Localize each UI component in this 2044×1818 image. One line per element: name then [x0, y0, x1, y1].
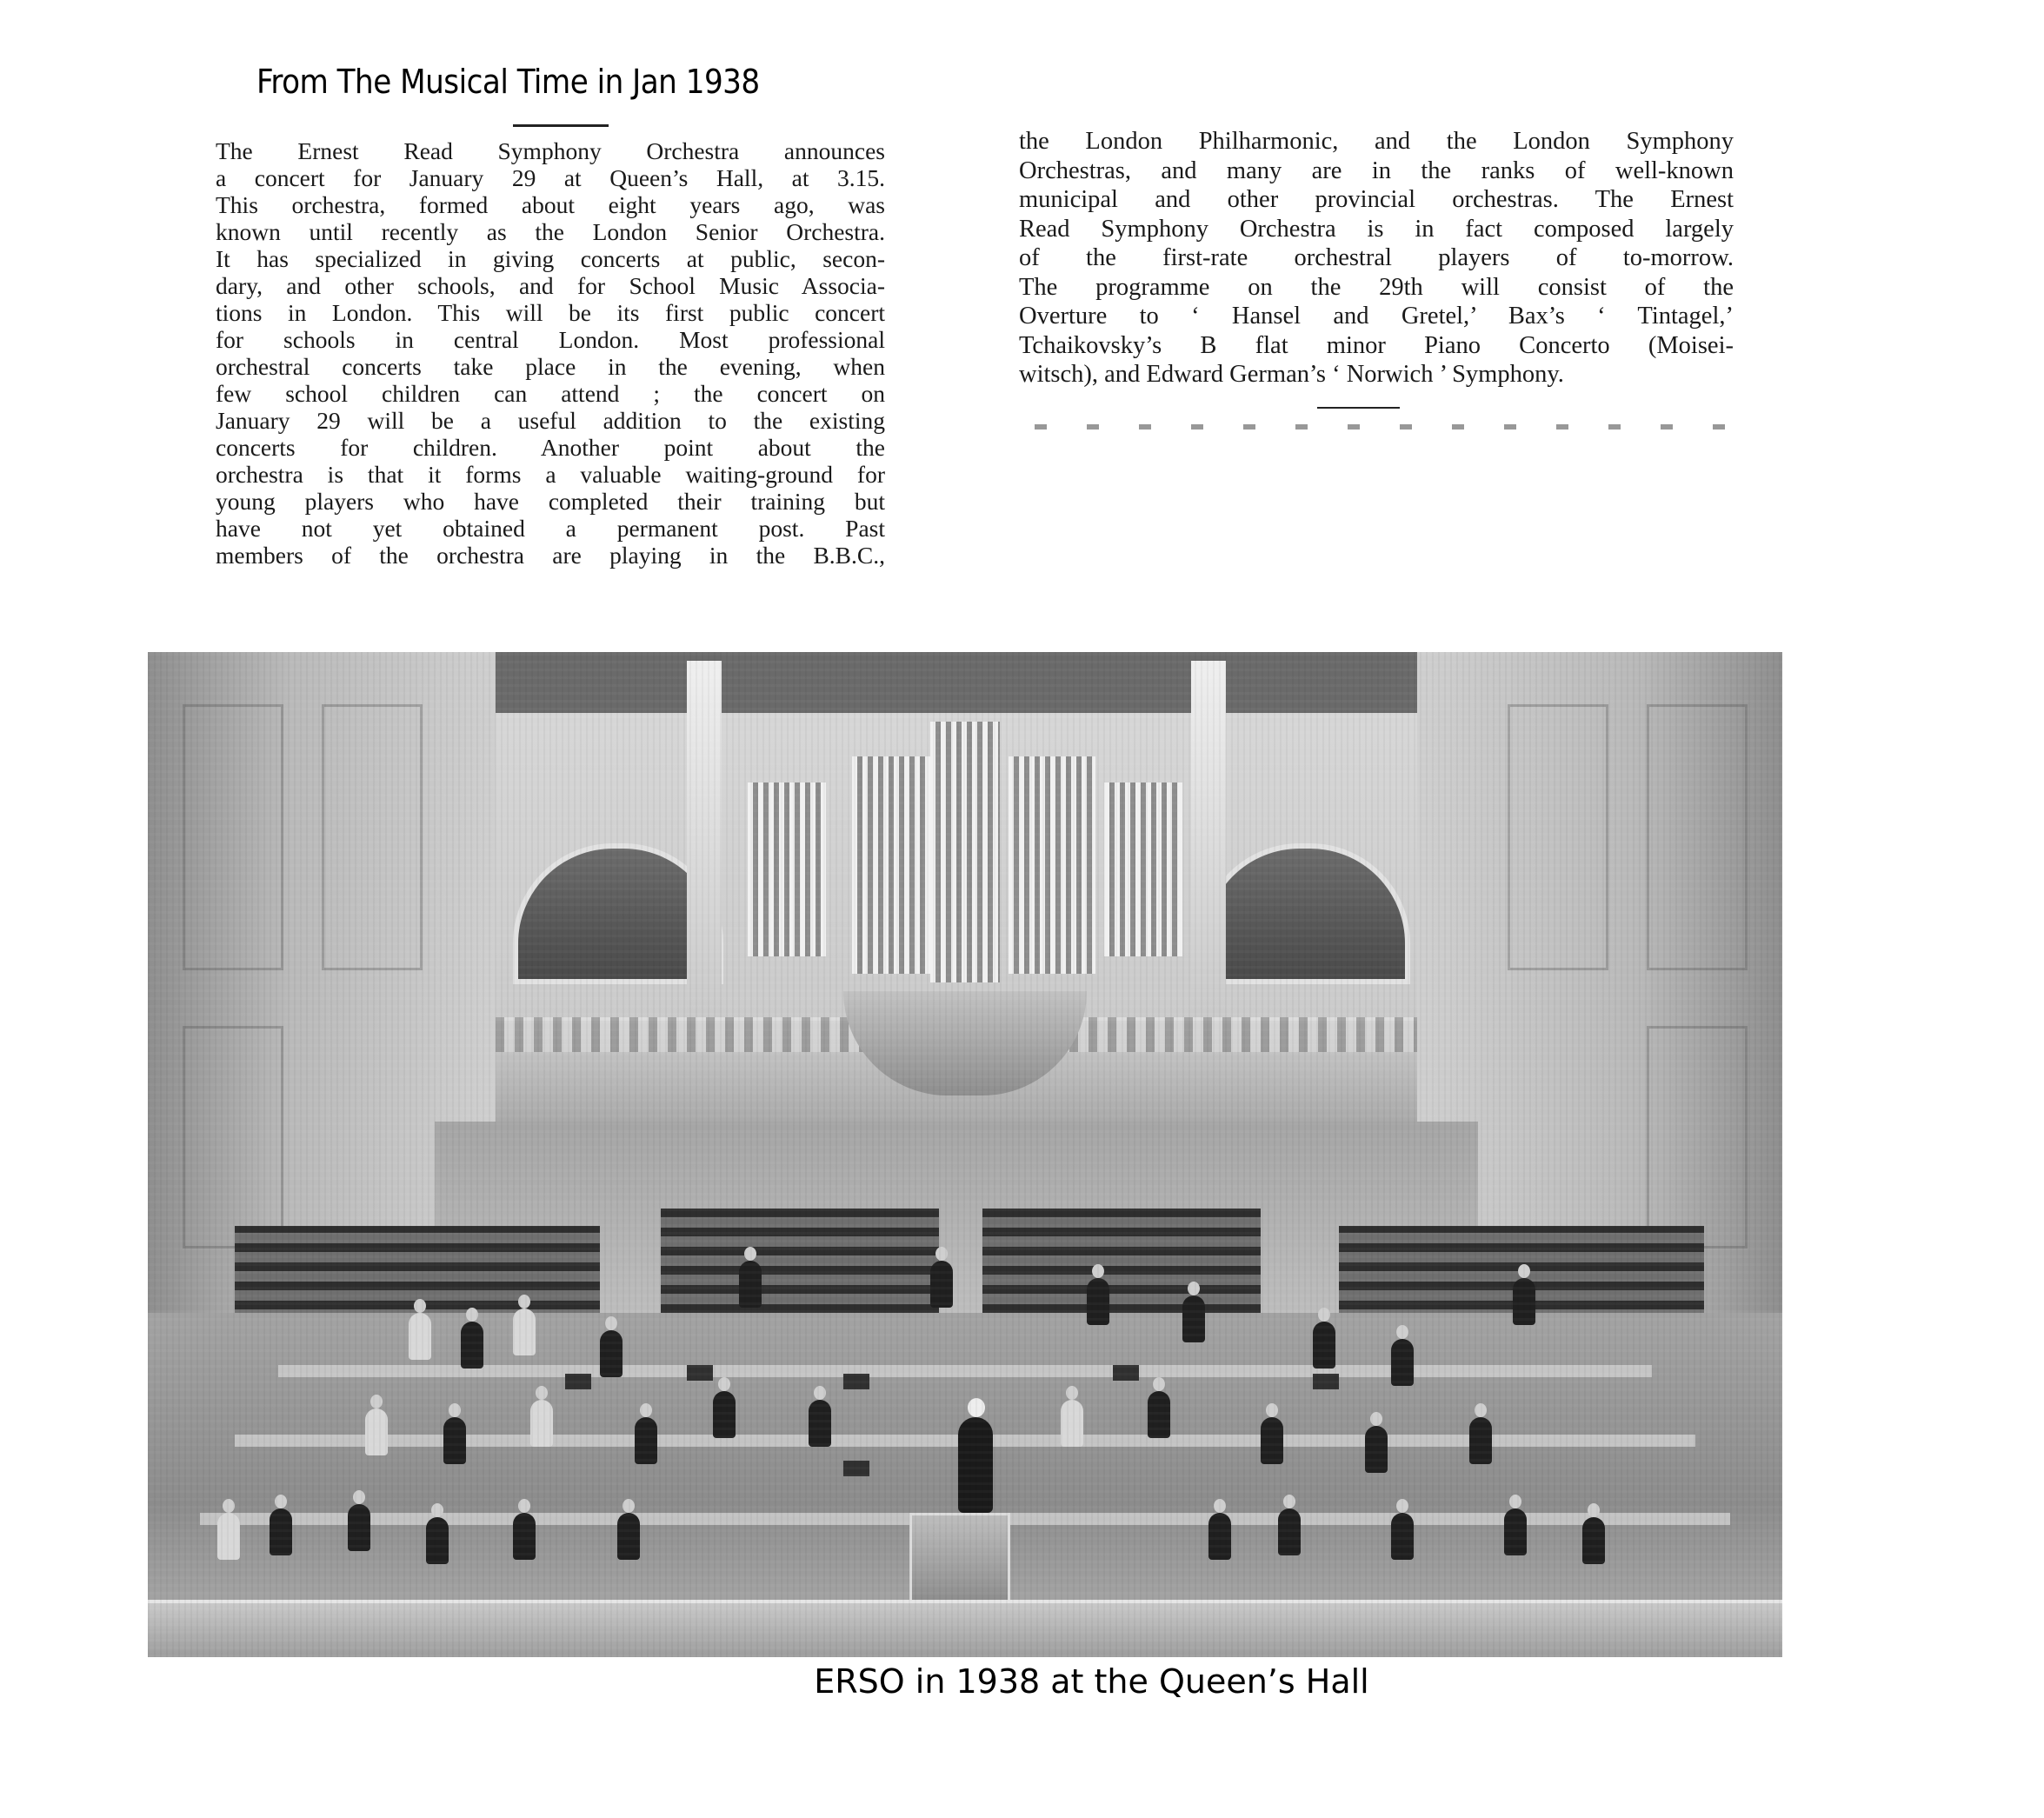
- article-line: orchestral concerts take place in the evening, when: [216, 353, 885, 380]
- article-line: known until recently as the London Senior Orchestra.: [216, 218, 885, 245]
- article-right-column: [1019, 127, 1734, 390]
- article-line: Overture to ‘ Hansel and Gretel,’ Bax’s ‘ Tintagel,’: [1019, 303, 1734, 330]
- article-line: witsch), and Edward German’s ‘ Norwich ’ Symphony.: [1019, 361, 1564, 388]
- article-line: It has specialized in giving concerts at public, secon-: [216, 245, 885, 272]
- article-line: a concert for January 29 at Queen’s Hall, at 3.15.: [216, 164, 885, 191]
- article-line: Tchaikovsky’s B flat minor Piano Concerto (Moisei-: [1019, 331, 1734, 359]
- article-line: members of the orchestra are playing in the B.B.C.,: [216, 542, 885, 569]
- article-line: of the first-rate orchestral players of to-morrow.: [1019, 244, 1734, 271]
- article-line: concerts for children. Another point about the: [216, 434, 885, 461]
- article-line: The Ernest Read Symphony Orchestra announces: [216, 137, 885, 164]
- article-line: young players who have completed their training but: [216, 488, 885, 515]
- article-line: This orchestra, formed about eight years ago, was: [216, 191, 885, 218]
- article-line: Orchestras, and many are in the ranks of well-known: [1019, 156, 1734, 184]
- article-line: dary, and other schools, and for School Music Associa-: [216, 272, 885, 299]
- article-line: municipal and other provincial orchestras. The Ernest: [1019, 186, 1734, 213]
- photo-grain: [148, 652, 1782, 1657]
- article-line: the London Philharmonic, and the London Symphony: [1019, 128, 1734, 155]
- article-line: Read Symphony Orchestra is in fact composed largely: [1019, 215, 1734, 243]
- article-left-column: [216, 137, 885, 569]
- article-end-rule: [1317, 407, 1400, 409]
- page-heading: From The Musical Time in Jan 1938: [256, 63, 760, 101]
- article-line: The programme on the 29th will consist of the: [1019, 273, 1734, 301]
- article-line: have not yet obtained a permanent post. Past: [216, 515, 885, 542]
- orchestra-photo: [148, 652, 1782, 1657]
- article-line: for schools in central London. Most professional: [216, 326, 885, 353]
- article-top-rule: [513, 124, 609, 127]
- article-line: few school children can attend ; the concert on: [216, 380, 885, 407]
- article-line: January 29 will be a useful addition to the existing: [216, 407, 885, 434]
- clipped-next-line: [1035, 424, 1748, 430]
- article-line: tions in London. This will be its first public concert: [216, 299, 885, 326]
- article-line: orchestra is that it forms a valuable waiting-ground for: [216, 461, 885, 488]
- photo-caption: ERSO in 1938 at the Queen’s Hall: [814, 1662, 1369, 1701]
